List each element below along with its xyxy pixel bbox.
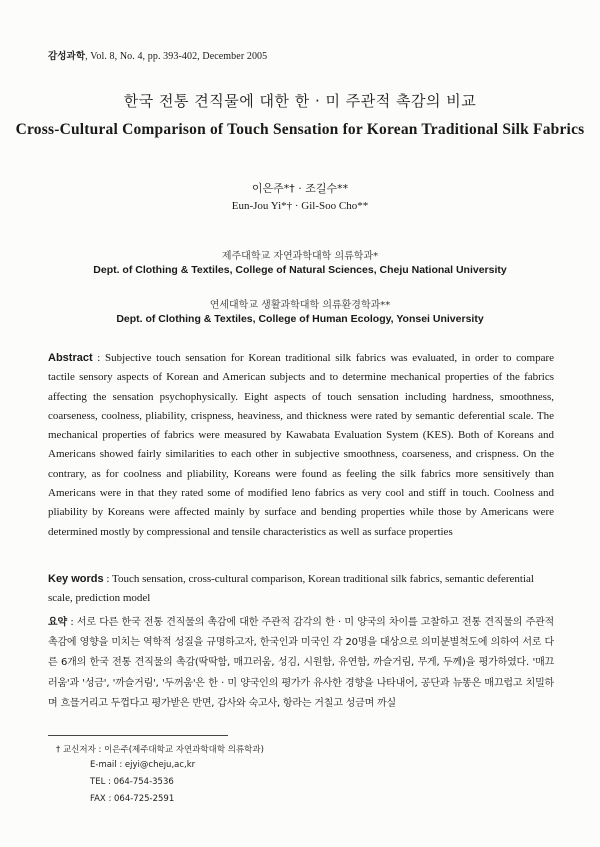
affiliation-1-english: Dept. of Clothing & Textiles, College of Natural Sciences, Cheju National University xyxy=(93,264,507,276)
footnote-divider xyxy=(48,735,228,736)
title-korean: 한국 전통 견직물에 대한 한 · 미 주관적 촉감의 비교 xyxy=(123,92,477,110)
journal-volume: , Vol. 8, No. 4, pp. 393-402, December 2005 xyxy=(85,51,268,62)
abstract-korean-text: : 서로 다른 한국 전통 견직물의 촉감에 대한 주관적 감각의 한 · 미 양국의 차이를 고찰하고 전통 견직물의 주관적 촉감에 영향을 미치는 역학적 성질을 규명하고자, 한국인과 미국인 각 20명을 대상으로 의미분별척도에 의하여 서로 다른 6개의 한국 전통 견직물의 촉감(딱딱함, 매끄러움, 성김, 시원함, 유연함, 까슬거림, 무게, 두께)을 평가하였다. '매끄러움'과 '성금', '까슬거림', '두꺼움'은 한 · 미 양국인의 평가가 유사한 경향을 나타내어, 공단과 뉴똥은 매끄럽고 치밀하며 흐믈거리고 두껍다고 평가받은 반면, 갑사와 숙고사, 항라는 거칠고 성금며 까실 xyxy=(48,617,554,709)
affiliation-2-korean: 연세대학교 생활과학대학 의류환경학과** xyxy=(209,300,391,311)
abstract-label: Abstract xyxy=(48,352,93,364)
keywords xyxy=(48,570,554,609)
footnote-corresponding xyxy=(56,743,264,755)
footnote-tel: TEL : 064-754-3536 xyxy=(90,777,174,787)
title-english: Cross-Cultural Comparison of Touch Sensation for Korean Traditional Silk Fabrics xyxy=(15,121,585,138)
journal-citation xyxy=(48,48,267,62)
journal-name: 감성과학 xyxy=(48,51,86,62)
authors-english: Eun-Jou Yi*† · Gil-Soo Cho** xyxy=(231,200,369,212)
keywords-text: : Touch sensation, cross-cultural comparison, Korean traditional silk fabrics, semantic deferential scale, prediction model xyxy=(48,573,534,605)
abstract-korean-label: 요약 xyxy=(48,617,67,628)
abstract-english xyxy=(48,349,554,542)
authors-korean: 이은주*† · 조길수** xyxy=(251,182,349,195)
affiliation-2-english: Dept. of Clothing & Textiles, College of Human Ecology, Yonsei University xyxy=(116,313,484,325)
abstract-text: : Subjective touch sensation for Korean traditional silk fabrics was evaluated, in order to compare tactile sensory aspects of Korean and American subjects and to determine mechanical properties of the fabrics affecting the sensation psychophysically. Eight aspects of touch sensation including hardness, smoothness, coarseness, coolness, pliability, crispness, heaviness, and thickness were rated by semantic deferential scale. The mechanical properties of fabrics were measured by Kawabata Evaluation System (KES). Both of Koreans and Americans showed fairly similarities to each other in subjective smoothness, coarseness, and crispness. On the contrary, as for coolness and pliability, Koreans were found as feeling the silk fabrics more sensitively than Americans were in that they rated some of modified leno fabrics as very cool and stiff in touch. Coolness and pliability by Koreans were affected mainly by surface and bending properties while those by Americans were determined mostly by compressional and tensile characteristics as well as surface properties xyxy=(48,352,554,538)
abstract-korean xyxy=(48,613,554,714)
corresponding-author: 교신저자 : 이은주(제주대학교 자연과학대학 의류학과) xyxy=(62,745,264,755)
footnote-marker: † xyxy=(56,745,61,755)
keywords-label: Key words xyxy=(48,573,104,585)
affiliation-1-korean: 제주대학교 자연과학대학 의류학과* xyxy=(221,251,379,262)
footnote-email: E-mail : ejyi@cheju,ac,kr xyxy=(90,760,196,770)
footnote-fax: FAX : 064-725-2591 xyxy=(90,794,175,804)
